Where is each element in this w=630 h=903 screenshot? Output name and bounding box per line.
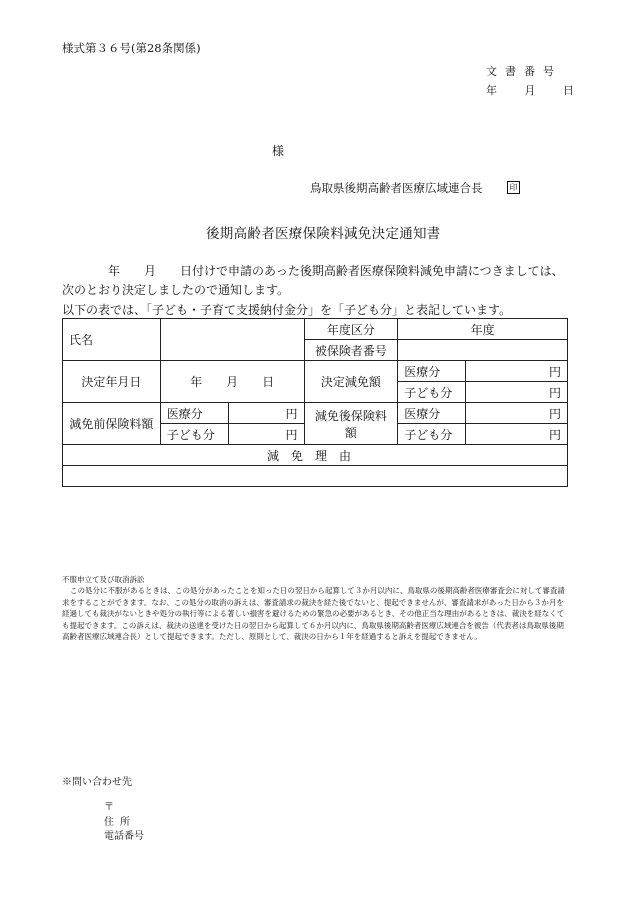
fiscal-year-label: 年度区分 xyxy=(304,319,398,340)
decision-child-label: 子ども分 xyxy=(398,382,466,403)
decision-medical-yen: 円 xyxy=(466,361,568,382)
before-child-yen: 円 xyxy=(228,424,304,445)
reason-label: 減免理由 xyxy=(63,445,568,466)
seal-mark: 印 xyxy=(507,181,520,194)
decision-table xyxy=(62,318,568,487)
after-medical-yen: 円 xyxy=(466,403,568,424)
before-medical-label: 医療分 xyxy=(160,403,228,424)
after-child-yen: 円 xyxy=(466,424,568,445)
after-amount-label: 減免後保険料額 xyxy=(304,403,398,445)
notice-paragraph: 年 月 日付けで申請のあった後期高齢者医療保険料減免申請につきましては、次のとおり決定しましたので通知します。 xyxy=(62,264,564,297)
decision-date-value: 年 月 日 xyxy=(160,361,304,403)
contact-heading: ※問い合わせ先 xyxy=(62,777,132,788)
address-label: 住所 xyxy=(104,817,136,828)
after-child-label: 子ども分 xyxy=(398,424,466,445)
name-value xyxy=(160,319,304,361)
before-amount-label: 減免前保険料額 xyxy=(63,403,161,445)
after-medical-label: 医療分 xyxy=(398,403,466,424)
decision-amount-label: 決定減免額 xyxy=(304,361,398,403)
insured-number-value xyxy=(398,340,568,361)
postal-mark: 〒 xyxy=(104,802,114,813)
fiscal-year-value: 年度 xyxy=(398,319,568,340)
phone-label: 電話番号 xyxy=(104,831,144,842)
name-label: 氏名 xyxy=(63,319,161,361)
reason-box xyxy=(63,466,568,487)
decision-medical-label: 医療分 xyxy=(398,361,466,382)
document-title: 後期高齢者医療保険料減免決定通知書 xyxy=(206,226,441,242)
before-medical-yen: 円 xyxy=(228,403,304,424)
appeal-heading: 不服申立て及び取消訴訟 xyxy=(62,575,145,584)
insured-number-label: 被保険者番号 xyxy=(304,340,398,361)
decision-date-label: 決定年月日 xyxy=(63,361,161,403)
issuer-name: 鳥取県後期高齢者医療広域連合長 xyxy=(310,181,483,195)
decision-child-yen: 円 xyxy=(466,382,568,403)
before-child-label: 子ども分 xyxy=(160,424,228,445)
addressee-suffix: 様 xyxy=(272,144,285,158)
appeal-text: この処分に不服があるときは、この処分があったことを知った日の翌日から起算して３か月以内に、鳥取県の後期高齢者医療審査会に対して審査請求をすることができます。なお、この処分の取消の訴えは、審査請求の裁決を経た後でないと、提起できませんが、審査請求があった日から３か月を経過しても裁決がないときや処分の執行等による著しい損害を避けるための緊急の必要があるとき、その他正当な理由があるときは、裁決を経なくても提起できます。この訴えは、裁決の送達を受けた日の翌日から起算して６か月以内に、鳥取県後期高齢者医療広域連合を被告（代表者は鳥取県後期高齢者医療広域連合長）として提起できます。ただし、原則として、裁決の日から１年を経過すると訴えを提起できません。 xyxy=(62,586,565,641)
notation-paragraph: 以下の表では、「子ども・子育て支援納付金分」を「子ども分」と表記しています。 xyxy=(62,303,512,317)
issue-date-label: 年 月 日 xyxy=(486,84,574,97)
form-number: 様式第３６号(第28条関係) xyxy=(62,41,201,55)
document-number-label: 文書番号 xyxy=(486,65,562,78)
